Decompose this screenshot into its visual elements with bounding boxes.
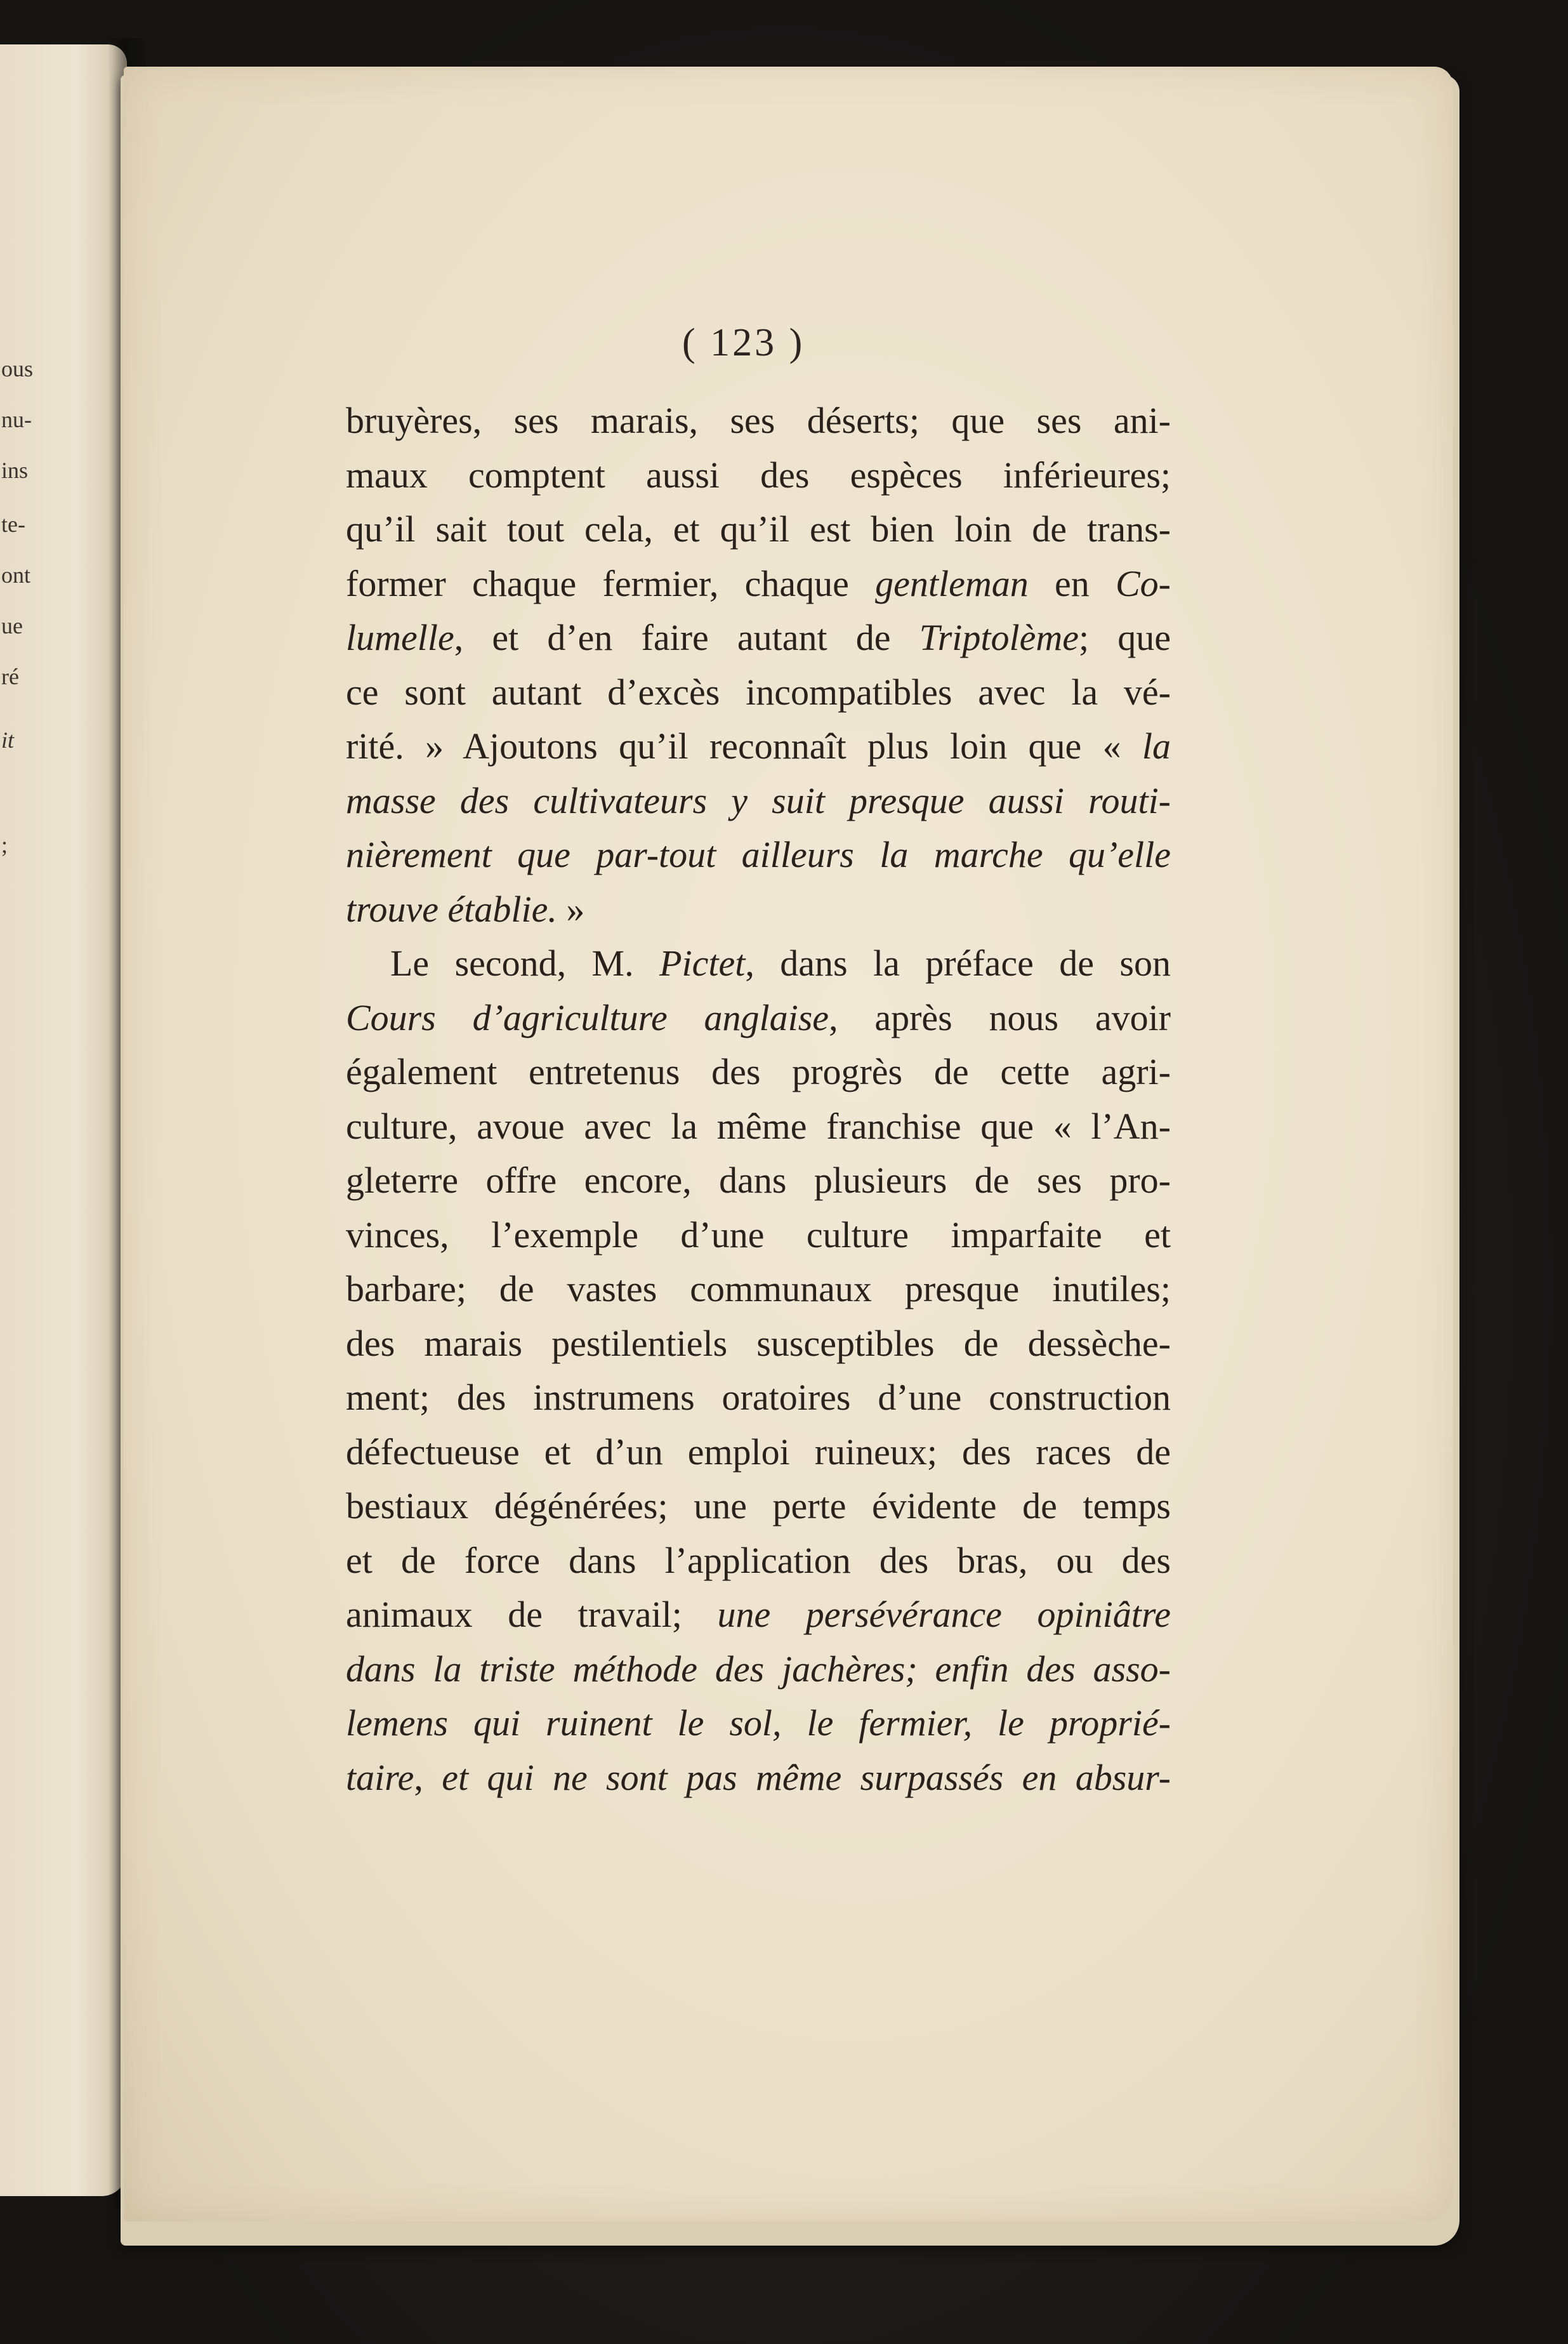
text-segment: bruyères, ses marais, ses déserts; que ses ani- (346, 400, 1171, 441)
text-segment: rité. » Ajoutons qu’il reconnaît plus loin que « (346, 725, 1142, 767)
text-line (346, 1316, 1171, 1371)
text-line (346, 774, 1171, 828)
page-number: ( 123 ) (682, 321, 805, 364)
text-segment: Le second, M. (390, 943, 660, 984)
italic-text-segment: Pictet (659, 943, 746, 984)
text-line (346, 1587, 1171, 1642)
body-text (346, 394, 1171, 1804)
text-line (346, 448, 1171, 503)
italic-text-segment: lemens qui ruinent le sol, le fermier, le proprié- (346, 1702, 1171, 1744)
text-segment: , et d’en faire autant de (454, 617, 919, 658)
text-segment: bestiaux dégénérées; une perte évidente de temps (346, 1485, 1171, 1526)
italic-text-segment: taire (346, 1756, 414, 1798)
facing-page-fragment: ins (1, 458, 29, 483)
text-line (346, 1208, 1171, 1262)
text-line (346, 1262, 1171, 1316)
text-line (346, 719, 1171, 774)
text-segment: , dans la préface de son (745, 943, 1171, 984)
text-segment: gleterre offre encore, dans plusieurs de ses pro- (346, 1160, 1171, 1201)
text-line (346, 1533, 1171, 1588)
text-line (346, 1099, 1171, 1154)
text-line (346, 665, 1171, 720)
facing-page-fragment: ré (1, 664, 19, 689)
facing-page-fragment: ; (1, 832, 8, 857)
italic-text-segment: dans la triste méthode des jachères; enfin des asso- (346, 1648, 1171, 1690)
text-line (346, 1479, 1171, 1533)
italic-text-segment: la (1142, 725, 1171, 767)
text-segment: également entretenus des progrès de cette agri- (346, 1051, 1171, 1092)
text-segment: barbare; de vastes communaux presque inutiles; (346, 1268, 1171, 1309)
facing-page-fragment: it (1, 727, 15, 753)
text-line (346, 1642, 1171, 1697)
facing-page-fragment: ue (1, 613, 23, 639)
italic-text-segment: Cours d’agriculture anglaise (346, 997, 829, 1038)
italic-text-segment: masse des cultivateurs y suit presque aussi routi- (346, 779, 1171, 821)
text-line (346, 394, 1171, 448)
text-line (346, 1153, 1171, 1208)
text-line (346, 611, 1171, 665)
text-segment: qu’il sait tout cela, et qu’il est bien loin de trans- (346, 508, 1171, 550)
text-line (346, 1751, 1171, 1805)
italic-text-segment: Co- (1116, 562, 1171, 604)
text-segment: culture, avoue avec la même franchise que « l’An- (346, 1105, 1171, 1147)
text-segment: défectueuse et d’un emploi ruineux; des races de (346, 1431, 1171, 1473)
facing-page-fragment: nu- (1, 407, 32, 432)
text-line (346, 1696, 1171, 1751)
text-line (346, 991, 1171, 1045)
text-segment: des marais pestilentiels susceptibles de dessèche- (346, 1322, 1171, 1364)
facing-page-fragment: te- (1, 512, 25, 537)
italic-text-segment: une persévérance opiniâtre (717, 1594, 1171, 1635)
text-segment: en (1028, 562, 1116, 604)
text-segment: » (557, 888, 585, 930)
italic-text-segment: et qui ne sont pas même surpassés en absur- (442, 1756, 1171, 1798)
text-segment: former chaque fermier, chaque (346, 562, 876, 604)
text-segment: , après nous avoir (829, 997, 1171, 1038)
text-segment: ; que (1079, 617, 1171, 658)
text-line (346, 1370, 1171, 1425)
text-line (346, 882, 1171, 937)
text-segment: maux comptent aussi des espèces inférieures; (346, 454, 1171, 496)
italic-text-segment: nièrement que par-tout ailleurs la marche qu’elle (346, 834, 1171, 875)
text-line (346, 936, 1171, 991)
text-line (346, 1425, 1171, 1480)
facing-page-fragment: ont (1, 562, 31, 588)
italic-text-segment: lumelle (346, 617, 454, 658)
text-line (346, 1045, 1171, 1099)
text-line (346, 502, 1171, 557)
text-line (346, 828, 1171, 882)
italic-text-segment: Triptolème (919, 617, 1079, 658)
text-segment: ce sont autant d’excès incompatibles avec la vé- (346, 671, 1171, 713)
text-segment: ment; des instrumens oratoires d’une construction (346, 1377, 1171, 1418)
text-segment: et de force dans l’application des bras, ou des (346, 1539, 1171, 1581)
italic-text-segment: gentleman (875, 562, 1029, 604)
facing-page-fragment: ous (1, 356, 34, 381)
text-segment: animaux de travail; (346, 1594, 718, 1635)
text-segment: vinces, l’exemple d’une culture imparfaite et (346, 1214, 1171, 1255)
italic-text-segment: trouve établie. (346, 888, 557, 930)
text-segment: , (414, 1756, 442, 1798)
text-line (346, 557, 1171, 611)
